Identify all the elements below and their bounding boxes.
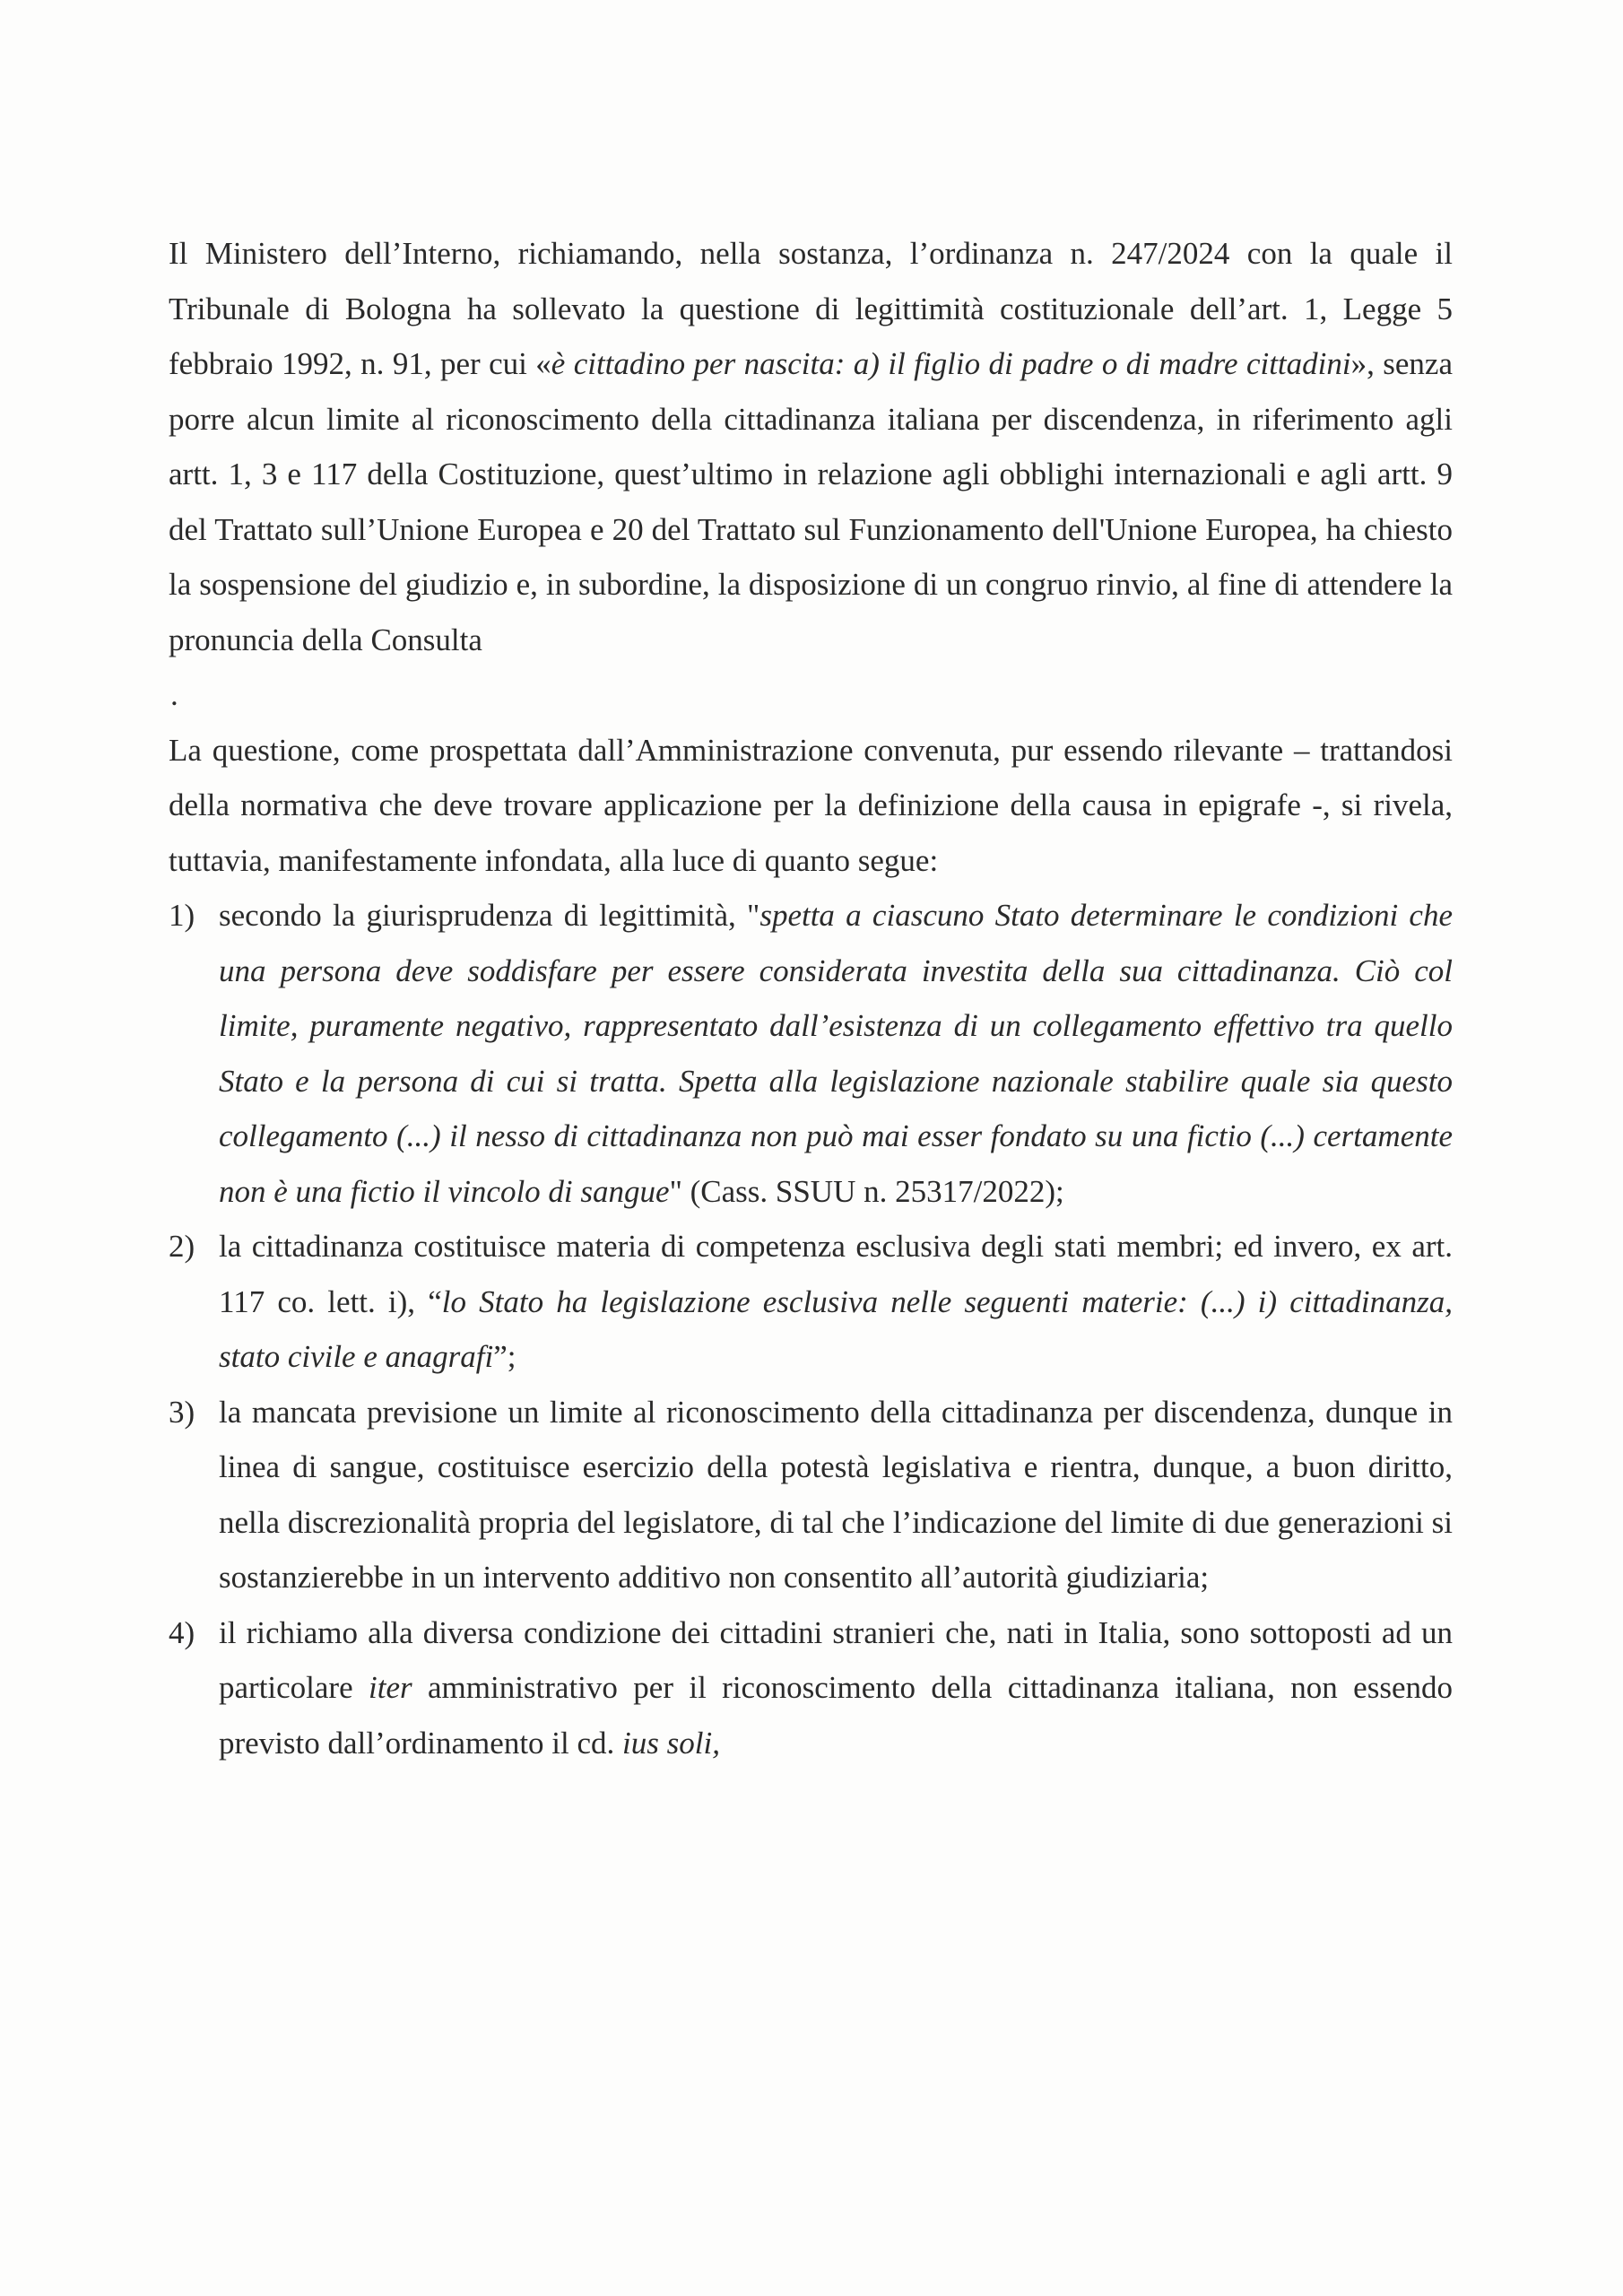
list-item-3 [169,1385,1453,1605]
paragraph-ministero-text-2: », senza porre alcun limite al riconoscimento della cittadinanza italiana per discendenza, in riferimento agli artt. 1, 3 e 117 della Costituzione, quest’ultimo in relazione agli obblighi internazionali e agli artt. 9 del Trattato sull’Unione Europea e 20 del Trattato sul Funzionamento dell'Unione Europea, ha chiesto la sospensione del giudizio e, in subordine, la disposizione di un congruo rinvio, al fine di attendere la pronuncia della Consulta [169,346,1453,657]
stray-period: . [170,677,178,712]
list-number-2: 2) [169,1229,195,1264]
list-number-3: 3) [169,1394,195,1430]
list-item-1-citation: " (Cass. SSUU n. 25317/2022); [669,1173,1064,1209]
list-number-4: 4) [169,1614,195,1650]
legal-quote-art1: è cittadino per nascita: a) il figlio di padre o di madre cittadini [551,346,1351,381]
term-iter: iter [369,1670,412,1705]
list-item-2-quote: lo Stato ha legislazione esclusiva nelle seguenti materie: (...) i) cittadinanza, stato civile e anagrafi [219,1283,1453,1374]
paragraph-ministero-text-1: Il Ministero dell’Interno, richiamando, nella sostanza, l’ordinanza n. 247/2024 con la quale il Tribunale di Bologna ha sollevato la questione di legittimità costituzionale dell’art. 1, Legge 5 febbraio 1992, n. 91, per cui « [169,236,1453,381]
paragraph-ministero [169,226,1453,667]
list-item-3-text: la mancata previsione un limite al riconoscimento della cittadinanza per discendenza, dunque in linea di sangue, costituisce esercizio della potestà legislativa e rientra, dunque, a buon diritto, nella discrezionalità propria del legislatore, di tal che l’indicazione del limite di due generazioni si sostanzierebbe in un intervento additivo non consentito all’autorità giudiziaria; [219,1394,1453,1595]
list-item-1 [169,888,1453,1219]
list-item-1-quote: spetta a ciascuno Stato determinare le condizioni che una persona deve soddisfare per essere considerata investita della sua cittadinanza. Ciò col limite, puramente negativo, rappresentato dall’esistenza di un collegamento effettivo tra quello Stato e la persona di cui si tratta. Spetta alla legislazione nazionale stabilire quale sia questo collegamento (...) il nesso di cittadinanza non può mai esser fondato su una fictio (...) certamente non è una fictio il vincolo di sangue [219,898,1453,1209]
argument-list [169,888,1453,1770]
list-item-2-close: ”; [493,1339,516,1374]
list-item-1-intro: secondo la giurisprudenza di legittimità, " [219,898,760,933]
list-item-4-text-2: amministrativo per il riconoscimento della cittadinanza italiana, non essendo previsto dall’ordinamento il cd. [219,1670,1453,1761]
list-item-4-text-1: il richiamo alla diversa condizione dei cittadini stranieri che, nati in Italia, sono sottoposti ad un particolare [219,1614,1453,1705]
document-page [169,226,1453,1770]
list-item-4 [169,1605,1453,1771]
list-item-2 [169,1219,1453,1385]
term-ius-soli: ius soli, [622,1725,720,1761]
list-item-2-intro: la cittadinanza costituisce materia di competenza esclusiva degli stati membri; ed invero, ex art. 117 co. lett. i), “ [219,1229,1453,1319]
list-number-1: 1) [169,898,195,933]
paragraph-questione: La questione, come prospettata dall’Amministrazione convenuta, pur essendo rilevante – trattandosi della normativa che deve trovare applicazione per la definizione della causa in epigrafe -, si rivela, tuttavia, manifestamente infondata, alla luce di quanto segue: [169,732,1453,878]
